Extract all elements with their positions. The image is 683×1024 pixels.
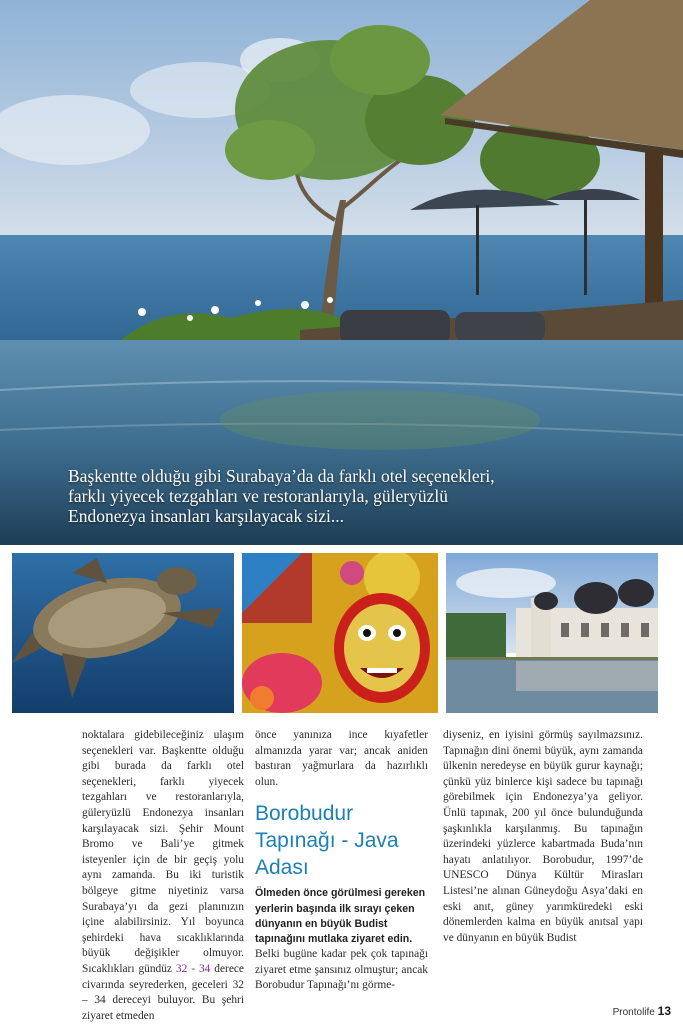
text-column-1 (82, 728, 244, 1024)
paragraph (82, 728, 244, 1024)
paragraph-text: noktalara gidebileceğiniz ulaşım seçenekleri var. Başkentte olduğu gibi burada da farklı otel seçenekleri, farklı yiyecek tezgahları ve restoranlarıyla, güleryüzlü Endonezya insanları karşılayacak sizi. Şehir Mount Bromo ve Bali’ye gitmek isteyenler için de bir geçiş yolu aynı zamanda. Bu iki turistik bölgeye gitme niyetiniz varsa Surabaya’yı da gezi planınızın içine alabilirsiniz. Yıl boyunca şehirdeki hava sıcaklıklarında büyük değişikler olmuyor. Sıcaklıkları gündüz (82, 729, 244, 975)
mosque-image (446, 553, 658, 713)
text-column-2 (255, 728, 428, 994)
paragraph: önce yanınıza ince kıyafetler almanızda yarar var; ancak aniden bastıran yağmurlara da hazırlıklı olun. (255, 729, 428, 788)
paragraph: Belki bugüne kadar pek çok tapınağı ziyaret etme şansınız olmuştur; ancak Borobudur Tapınağı’nı görme- (255, 948, 428, 992)
sea-turtle-photo (12, 553, 234, 713)
magazine-brand: Prontolife (612, 1007, 655, 1018)
page-number: 13 (657, 1004, 671, 1018)
lead-paragraph: Ölmeden önce görülmesi gereken yerlerin başında ilk sırayı çeken dünyanın en büyük Budist tapınağını mutlaka ziyaret edin. (255, 887, 426, 945)
balinese-mask-photo (242, 553, 438, 713)
balinese-mask-image (242, 553, 438, 713)
text-column-3 (443, 728, 643, 946)
temperature-highlight: 32 - 34 (175, 962, 211, 975)
paragraph-text: derece civarında seyrederken, geceleri 32 – 34 dereceyi buluyor. Bu şehri ziyaret etmeden (82, 962, 244, 1022)
paragraph: diyseniz, en iyisini görmüş sayılmazsınız. Tapınağın dini önemi büyük, aynı zamanda ülkenin neredeyse en büyük gurur kaynağı; çünkü yüz binlerce kişi sadece bu tapınağı görebilmek için Endonezya’ya geliyor. Ünlü tapınak, 200 yıl önce bulunduğunda şaşkınlıkla karşılanmış. Bu tapınağın üzerindeki yüzlerce kabartmada Buda’nın hayatı anlatılıyor. Borobudur, 1997’de UNESCO Dünya Kültür Mirasları Listesi’ne alınan Güneydoğu Asya’daki en eski anıt, güney yarımküredeki eski dönemlerden kalma en büyük anıtsal yapı ve dünyanın en büyük Budist (443, 729, 643, 944)
page-footer (613, 1004, 671, 1018)
mosque-photo (446, 553, 658, 713)
section-heading: Borobudur Tapınağı - Java Adası (255, 802, 399, 880)
sea-turtle-image (12, 553, 234, 713)
hero-caption: Başkentte olduğu gibi Surabaya’da da farklı otel seçenekleri, farklı yiyecek tezgahları ve restoranlarıyla, güleryüzlü Endonezya insanları karşılayacak sizi... (68, 466, 495, 526)
